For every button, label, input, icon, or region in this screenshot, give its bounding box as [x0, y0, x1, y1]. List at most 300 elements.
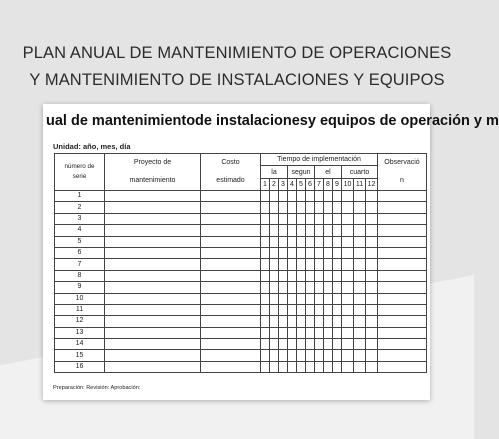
table-cell	[105, 327, 201, 338]
table-row	[55, 225, 427, 236]
table-cell	[333, 350, 342, 361]
table-cell	[378, 282, 427, 293]
header-month-12: 12	[366, 179, 378, 191]
row-number: 2	[55, 202, 105, 213]
table-cell	[333, 316, 342, 327]
header-month-10: 10	[342, 179, 354, 191]
row-number: 10	[55, 293, 105, 304]
table-cell	[306, 225, 315, 236]
row-number: 7	[55, 259, 105, 270]
table-cell	[315, 361, 324, 372]
table-cell	[354, 191, 366, 202]
table-cell	[201, 236, 261, 247]
table-cell	[324, 350, 333, 361]
table-cell	[378, 202, 427, 213]
table-cell	[288, 282, 297, 293]
table-cell	[324, 270, 333, 281]
table-cell	[288, 270, 297, 281]
table-cell	[201, 293, 261, 304]
row-number: 6	[55, 247, 105, 258]
table-row	[55, 270, 427, 281]
table-cell	[288, 361, 297, 372]
table-cell	[354, 270, 366, 281]
header-quarter-2: segun	[288, 166, 315, 179]
table-cell	[261, 259, 270, 270]
signature-line: Preparación: Revisión: Aprobación:	[53, 385, 141, 391]
table-cell	[315, 293, 324, 304]
table-cell	[315, 339, 324, 350]
table-cell	[354, 350, 366, 361]
header-month-9: 9	[333, 179, 342, 191]
table-cell	[342, 293, 354, 304]
table-cell	[279, 282, 288, 293]
table-cell	[105, 304, 201, 315]
table-cell	[105, 259, 201, 270]
table-cell	[324, 339, 333, 350]
table-cell	[378, 304, 427, 315]
table-cell	[261, 247, 270, 258]
table-cell	[288, 316, 297, 327]
table-cell	[105, 350, 201, 361]
table-cell	[261, 350, 270, 361]
table-cell	[378, 293, 427, 304]
table-cell	[297, 213, 306, 224]
table-cell	[315, 327, 324, 338]
sheet-title: ual de mantenimientode instalacionesy equipos de operación y m	[46, 113, 499, 129]
header-month-7: 7	[315, 179, 324, 191]
table-cell	[261, 327, 270, 338]
table-cell	[324, 293, 333, 304]
table-cell	[333, 259, 342, 270]
table-cell	[354, 327, 366, 338]
table-cell	[366, 361, 378, 372]
table-cell	[297, 202, 306, 213]
table-cell	[261, 293, 270, 304]
table-cell	[342, 327, 354, 338]
table-cell	[306, 339, 315, 350]
table-cell	[306, 247, 315, 258]
table-cell	[366, 282, 378, 293]
table-cell	[342, 270, 354, 281]
header-month-1: 1	[261, 179, 270, 191]
table-cell	[105, 236, 201, 247]
table-cell	[342, 247, 354, 258]
header-month-3: 3	[279, 179, 288, 191]
table-cell	[279, 259, 288, 270]
table-cell	[288, 339, 297, 350]
table-cell	[297, 316, 306, 327]
table-cell	[342, 202, 354, 213]
table-cell	[342, 304, 354, 315]
row-number: 9	[55, 282, 105, 293]
row-number: 16	[55, 361, 105, 372]
table-cell	[333, 339, 342, 350]
table-cell	[378, 225, 427, 236]
table-cell	[279, 361, 288, 372]
table-cell	[261, 191, 270, 202]
header-serial	[55, 154, 105, 191]
table-cell	[324, 191, 333, 202]
table-cell	[315, 282, 324, 293]
table-cell	[342, 339, 354, 350]
table-cell	[297, 259, 306, 270]
header-time: Tiempo de implementación	[261, 154, 378, 166]
header-month-8: 8	[324, 179, 333, 191]
table-cell	[333, 247, 342, 258]
table-cell	[333, 304, 342, 315]
table-row	[55, 361, 427, 372]
table-row	[55, 282, 427, 293]
table-cell	[306, 213, 315, 224]
header-notes-line-1: Observació	[384, 159, 420, 166]
table-cell	[306, 270, 315, 281]
table-cell	[261, 270, 270, 281]
table-cell	[306, 361, 315, 372]
header-month-6: 6	[306, 179, 315, 191]
table-cell	[279, 293, 288, 304]
table-cell	[378, 259, 427, 270]
table-cell	[342, 213, 354, 224]
table-cell	[279, 350, 288, 361]
table-cell	[261, 202, 270, 213]
table-cell	[288, 350, 297, 361]
table-cell	[279, 247, 288, 258]
table-cell	[306, 282, 315, 293]
table-cell	[297, 247, 306, 258]
table-cell	[279, 327, 288, 338]
table-cell	[201, 225, 261, 236]
table-cell	[279, 339, 288, 350]
table-cell	[288, 259, 297, 270]
document-preview	[43, 104, 499, 400]
header-project-line-2: mantenimiento	[129, 177, 176, 184]
table-row	[55, 293, 427, 304]
table-cell	[279, 213, 288, 224]
table-row	[55, 327, 427, 338]
table-cell	[306, 293, 315, 304]
table-cell	[324, 316, 333, 327]
table-cell	[324, 225, 333, 236]
table-cell	[270, 270, 279, 281]
table-cell	[288, 293, 297, 304]
table-cell	[261, 225, 270, 236]
table-cell	[270, 361, 279, 372]
table-cell	[297, 350, 306, 361]
header-month-4: 4	[288, 179, 297, 191]
row-number: 4	[55, 225, 105, 236]
table-cell	[270, 202, 279, 213]
table-cell	[105, 247, 201, 258]
table-cell	[333, 361, 342, 372]
header-notes	[378, 154, 427, 191]
table-cell	[366, 259, 378, 270]
table-cell	[324, 282, 333, 293]
table-cell	[306, 304, 315, 315]
table-cell	[201, 282, 261, 293]
table-cell	[315, 316, 324, 327]
table-cell	[333, 327, 342, 338]
table-row	[55, 339, 427, 350]
table-cell	[201, 327, 261, 338]
table-cell	[366, 339, 378, 350]
table-cell	[342, 236, 354, 247]
table-cell	[297, 361, 306, 372]
table-cell	[315, 247, 324, 258]
table-cell	[315, 304, 324, 315]
table-cell	[288, 247, 297, 258]
header-project-line-1: Proyecto de	[133, 159, 172, 166]
table-row	[55, 350, 427, 361]
table-cell	[201, 304, 261, 315]
table-cell	[105, 270, 201, 281]
table-cell	[324, 304, 333, 315]
table-cell	[279, 270, 288, 281]
table-cell	[366, 304, 378, 315]
table-cell	[279, 191, 288, 202]
table-cell	[261, 213, 270, 224]
table-cell	[201, 350, 261, 361]
row-number: 14	[55, 339, 105, 350]
table-row	[55, 304, 427, 315]
table-cell	[315, 191, 324, 202]
table-cell	[105, 282, 201, 293]
table-cell	[366, 327, 378, 338]
header-cost	[201, 154, 261, 191]
table-cell	[270, 304, 279, 315]
table-cell	[366, 350, 378, 361]
table-cell	[378, 350, 427, 361]
table-cell	[201, 270, 261, 281]
table-cell	[201, 259, 261, 270]
row-number: 5	[55, 236, 105, 247]
table-cell	[315, 202, 324, 213]
table-cell	[354, 213, 366, 224]
table-cell	[315, 225, 324, 236]
table-cell	[342, 191, 354, 202]
table-cell	[105, 213, 201, 224]
table-cell	[270, 282, 279, 293]
table-row	[55, 213, 427, 224]
table-cell	[297, 236, 306, 247]
table-cell	[342, 282, 354, 293]
table-cell	[201, 339, 261, 350]
table-cell	[297, 282, 306, 293]
table-cell	[342, 259, 354, 270]
heading-line-1: PLAN ANUAL DE MANTENIMIENTO DE OPERACIONES	[22, 44, 452, 62]
table-cell	[324, 213, 333, 224]
table-cell	[315, 350, 324, 361]
table-cell	[342, 361, 354, 372]
table-cell	[270, 225, 279, 236]
header-serial-line-1: número de	[64, 163, 95, 170]
table-cell	[261, 316, 270, 327]
table-cell	[105, 191, 201, 202]
table-cell	[288, 191, 297, 202]
table-cell	[354, 259, 366, 270]
table-cell	[270, 236, 279, 247]
table-cell	[201, 247, 261, 258]
table-cell	[378, 191, 427, 202]
table-cell	[315, 236, 324, 247]
table-cell	[366, 247, 378, 258]
table-cell	[333, 236, 342, 247]
table-row	[55, 191, 427, 202]
table-cell	[297, 339, 306, 350]
table-cell	[261, 304, 270, 315]
table-cell	[354, 282, 366, 293]
table-cell	[288, 304, 297, 315]
table-row	[55, 236, 427, 247]
header-month-5: 5	[297, 179, 306, 191]
table-cell	[342, 350, 354, 361]
table-cell	[378, 236, 427, 247]
table-cell	[306, 316, 315, 327]
table-cell	[279, 202, 288, 213]
table-cell	[105, 339, 201, 350]
table-cell	[333, 191, 342, 202]
row-number: 15	[55, 350, 105, 361]
table-row	[55, 316, 427, 327]
table-cell	[261, 361, 270, 372]
table-cell	[378, 339, 427, 350]
table-cell	[378, 270, 427, 281]
table-cell	[297, 293, 306, 304]
table-cell	[378, 213, 427, 224]
table-cell	[378, 327, 427, 338]
header-quarter-1: la	[261, 166, 288, 179]
table-cell	[306, 327, 315, 338]
table-cell	[342, 225, 354, 236]
table-cell	[324, 327, 333, 338]
table-cell	[261, 282, 270, 293]
table-cell	[201, 202, 261, 213]
table-cell	[270, 213, 279, 224]
table-cell	[270, 247, 279, 258]
table-cell	[366, 191, 378, 202]
table-cell	[297, 304, 306, 315]
table-cell	[288, 225, 297, 236]
table-cell	[270, 259, 279, 270]
table-cell	[288, 202, 297, 213]
table-cell	[105, 202, 201, 213]
table-cell	[270, 350, 279, 361]
table-cell	[324, 361, 333, 372]
table-cell	[306, 259, 315, 270]
heading-line-2: Y MANTENIMIENTO DE INSTALACIONES Y EQUIPOS	[29, 71, 445, 89]
table-cell	[354, 293, 366, 304]
table-cell	[315, 259, 324, 270]
table-cell	[288, 213, 297, 224]
table-cell	[354, 236, 366, 247]
page-heading	[0, 40, 474, 94]
table-cell	[354, 225, 366, 236]
table-cell	[306, 350, 315, 361]
table-cell	[354, 247, 366, 258]
table-cell	[261, 236, 270, 247]
table-cell	[201, 316, 261, 327]
table-cell	[378, 316, 427, 327]
table-cell	[366, 213, 378, 224]
table-row	[55, 202, 427, 213]
header-quarter-3: el	[315, 166, 342, 179]
table-cell	[306, 236, 315, 247]
table-cell	[201, 213, 261, 224]
units-label: Unidad: año, mes, día	[53, 142, 131, 151]
row-number: 8	[55, 270, 105, 281]
table-cell	[261, 339, 270, 350]
table-cell	[366, 236, 378, 247]
table-cell	[333, 282, 342, 293]
table-cell	[297, 225, 306, 236]
row-number: 3	[55, 213, 105, 224]
table-cell	[333, 213, 342, 224]
table-cell	[378, 361, 427, 372]
table-cell	[354, 304, 366, 315]
table-row	[55, 259, 427, 270]
row-number: 13	[55, 327, 105, 338]
table-cell	[366, 202, 378, 213]
table-cell	[105, 361, 201, 372]
table-cell	[354, 361, 366, 372]
table-cell	[366, 293, 378, 304]
table-cell	[324, 259, 333, 270]
table-cell	[279, 316, 288, 327]
table-cell	[354, 339, 366, 350]
table-cell	[366, 225, 378, 236]
table-cell	[333, 270, 342, 281]
table-cell	[354, 202, 366, 213]
table-cell	[105, 225, 201, 236]
table-cell	[306, 202, 315, 213]
table-cell	[201, 191, 261, 202]
table-cell	[297, 327, 306, 338]
table-cell	[324, 202, 333, 213]
table-cell	[315, 270, 324, 281]
header-project	[105, 154, 201, 191]
table-cell	[315, 213, 324, 224]
header-notes-line-2: n	[400, 177, 404, 184]
table-cell	[201, 361, 261, 372]
table-cell	[279, 225, 288, 236]
header-cost-line-1: Costo	[221, 159, 240, 166]
row-number: 11	[55, 304, 105, 315]
table-cell	[105, 316, 201, 327]
header-month-2: 2	[270, 179, 279, 191]
table-cell	[366, 316, 378, 327]
table-cell	[342, 316, 354, 327]
table-cell	[270, 316, 279, 327]
table-cell	[333, 225, 342, 236]
table-cell	[333, 293, 342, 304]
table-cell	[270, 293, 279, 304]
header-cost-line-2: estimado	[216, 177, 245, 184]
table-cell	[297, 270, 306, 281]
row-number: 1	[55, 191, 105, 202]
table-cell	[270, 339, 279, 350]
table-cell	[288, 236, 297, 247]
table-cell	[279, 236, 288, 247]
table-cell	[366, 270, 378, 281]
header-month-11: 11	[354, 179, 366, 191]
table-cell	[306, 191, 315, 202]
table-cell	[297, 191, 306, 202]
table-cell	[324, 247, 333, 258]
table-cell	[333, 202, 342, 213]
table-cell	[270, 327, 279, 338]
table-cell	[378, 247, 427, 258]
table-cell	[279, 304, 288, 315]
table-cell	[324, 236, 333, 247]
